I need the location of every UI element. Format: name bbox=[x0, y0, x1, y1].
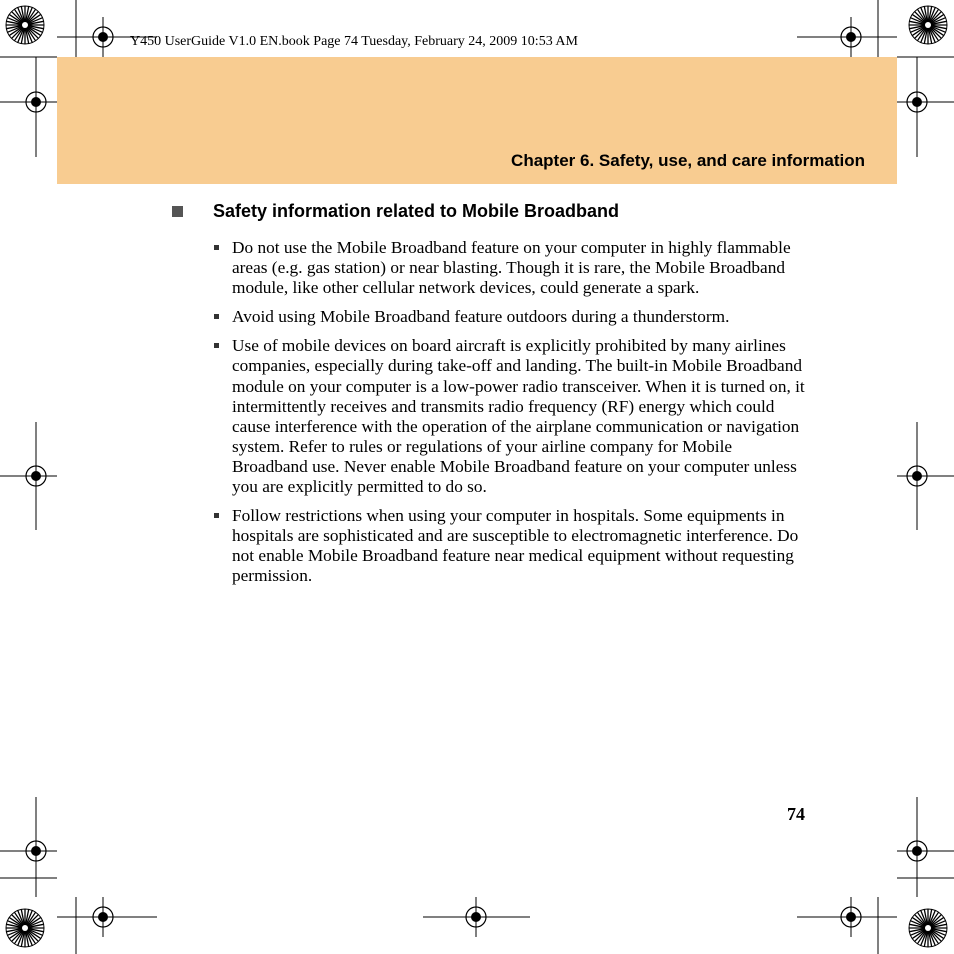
section-heading bbox=[172, 201, 619, 222]
registration-mark-icon bbox=[83, 17, 123, 57]
star-target-icon bbox=[6, 6, 44, 44]
registration-mark-icon bbox=[16, 82, 56, 122]
registration-mark-icon bbox=[16, 831, 56, 871]
small-square-bullet-icon bbox=[214, 245, 219, 250]
star-target-icon bbox=[909, 909, 947, 947]
registration-mark-icon bbox=[83, 897, 123, 937]
list-item-text: Avoid using Mobile Broadband feature outdoors during a thunderstorm. bbox=[232, 307, 730, 327]
list-item-text: Follow restrictions when using your computer in hospitals. Some equipments in hospitals are sophisticated and are susceptible to electromagnetic interference. Do not enable Mobile Broadband feature near medical equipment without requesting permission. bbox=[232, 506, 799, 586]
registration-mark-icon bbox=[897, 82, 937, 122]
small-square-bullet-icon bbox=[214, 343, 219, 348]
list-item bbox=[212, 336, 812, 497]
square-bullet-icon bbox=[172, 206, 183, 217]
star-target-icon bbox=[6, 909, 44, 947]
book-slug-line: Y450 UserGuide V1.0 EN.book Page 74 Tuesday, February 24, 2009 10:53 AM bbox=[130, 34, 578, 49]
registration-mark-icon bbox=[897, 456, 937, 496]
registration-mark-icon bbox=[831, 897, 871, 937]
registration-mark-icon bbox=[456, 897, 496, 937]
small-square-bullet-icon bbox=[214, 314, 219, 319]
star-target-icon bbox=[909, 6, 947, 44]
list-item bbox=[212, 307, 812, 327]
registration-mark-icon bbox=[831, 17, 871, 57]
registration-mark-icon bbox=[897, 831, 937, 871]
list-item-text: Use of mobile devices on board aircraft is explicitly prohibited by many airlines companies, especially during take-off and landing. The built-in Mobile Broadband module on your computer is a low-power radio transceiver. When it is turned on, it intermittently receives and transmits radio frequency (RF) energy which could cause interference with the operation of the airplane communication or navigation system. Refer to rules or regulations of your airline company for Mobile Broadband use. Never enable Mobile Broadband feature on your computer unless you are explicitly permitted to do so. bbox=[232, 336, 805, 497]
page-number: 74 bbox=[787, 804, 805, 824]
small-square-bullet-icon bbox=[214, 513, 219, 518]
registration-mark-icon bbox=[16, 456, 56, 496]
list-item bbox=[212, 506, 812, 586]
list-item bbox=[212, 238, 812, 298]
chapter-title: Chapter 6. Safety, use, and care information bbox=[511, 151, 865, 170]
list-item-text: Do not use the Mobile Broadband feature on your computer in highly flammable areas (e.g. gas station) or near blasting. Though it is rare, the Mobile Broadband module, like other cellular network devices, could generate a spark. bbox=[232, 238, 791, 298]
section-title: Safety information related to Mobile Broadband bbox=[213, 201, 620, 221]
safety-list bbox=[212, 238, 812, 596]
